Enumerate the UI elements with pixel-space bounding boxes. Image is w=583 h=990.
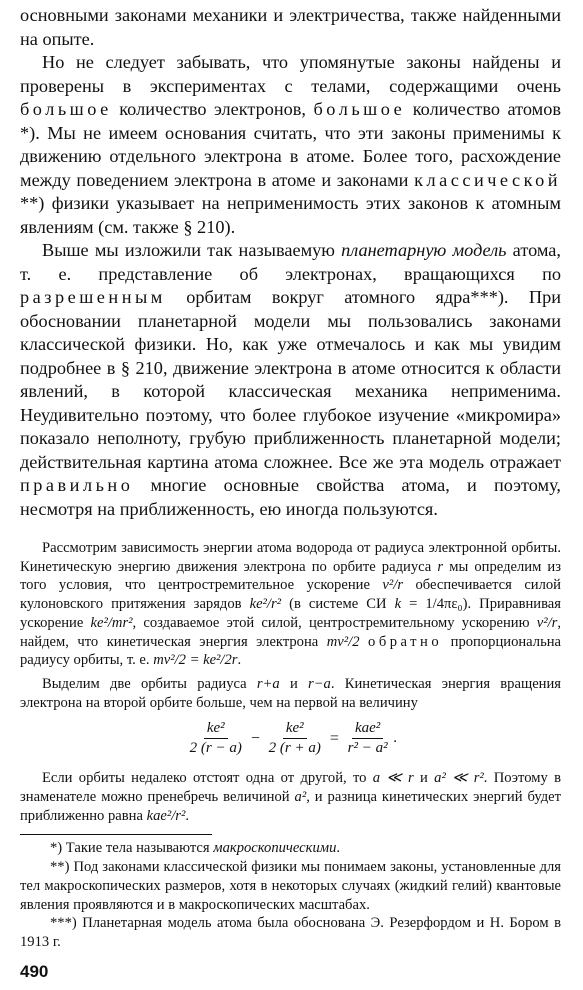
emphasis-term: планетарную модель (341, 240, 507, 260)
paragraph-planetary-model: Выше мы изложили так называемую планетарную модель атома, т. е. представление об электронах, вращающихся по разрешенным орбитам вокруг атомного ядра***). При обосновании планетарной модели мы пользовались законами классической физики. Но, как уже отмечалось и как мы увидим подробнее в § 210, движение электрона в атоме относится к области явлений, в которой классическая механика неприменима. Неудивительно поэтому, что более глубокое изучение «микромира» показало неполноту, грубую приближенность планетарной модели; действительная картина атома сложнее. Все же эта модель отражает правильно многие основные свойства атома, и поэтому, несмотря на приближенность, ею иногда пользуются. (20, 240, 561, 519)
small-paragraph-energy-radius: Рассмотрим зависимость энергии атома водорода от радиуса электронной орбиты. Кинетическую энергию движения электрона по орбите радиуса r мы определим из того условия, что центростремительное ускорение v²/r обеспечивается силой кулоновского притяжения зарядов ke²/r² (в системе СИ k = 1/4πε₀). Приравнивая ускорение ke²/mr², создаваемое этой силой, центростремительному ускорению v²/r, найдем, что кинетическая энергия электрона mv²/2 обратно пропорциональна радиусу орбиты, т. е. mv²/2 = ke²/2r. (20, 540, 562, 669)
page (20, 0, 561, 982)
small-paragraph-approximation: Если орбиты недалеко отстоят одна от другой, то a ≪ r и a² ≪ r². Поэтому в знаменателе можно пренебречь величиной a², и разница кинетических энергий будет приближенно равна kae²/r². (20, 770, 561, 824)
equals-sign: = (328, 729, 340, 747)
minus-sign: − (249, 729, 261, 747)
spaced-word: обратно (368, 633, 443, 650)
section-gap (20, 521, 561, 539)
paragraph-continuation: основными законами механики и электричества, также найденными на опыте. (20, 5, 561, 49)
footnote-3: ***) Планетарная модель атома была обоснована Э. Резерфордом и Н. Бором в 1913 г. (20, 915, 561, 950)
footnote-divider (20, 834, 212, 835)
fraction: $\frac{\text{ke²}}{2 (r - a)}$ (189, 720, 242, 757)
spaced-word: правильно (20, 475, 134, 495)
footnote-1: *) Такие тела называются макроскопическими. (50, 840, 341, 857)
spaced-word: разрешенным (20, 287, 166, 307)
page-number: 490 (20, 961, 49, 981)
spaced-word: классической (414, 169, 561, 190)
fraction: $\frac{\text{kae²}}{\text{r² − a²}}$ (347, 720, 388, 757)
footnote-2: **) Под законами классической физики мы понимаем законы, установленные для тел макроскопических размеров, хотя в некоторых случаях (жидкий гелий) квантовые явления проявляются и в макроскопических масштабах. (20, 859, 561, 913)
paragraph-laws-limits: Но не следует забывать, что упомянутые законы найдены и проверены в экспериментах с телами, содержащими очень большое количество электронов, большое количество атомов *). Мы не имеем основания считать, что эти законы применимы к движению отдельного электрона в атоме. Более того, расхождение между поведением электрона в атоме и законами классической **) физики указывает на неприменимость этих законов к атомным явлениям (см. также § 210). (20, 52, 562, 237)
formula-energy-difference: $\frac{\text{ke²}}{2 (r - a)}$ − $\frac{\text{ke²}}{2 (r + a)}$ = $\frac{\text{kae²}}{\text{r² − a²}}$ . (20, 720, 561, 757)
fraction: $\frac{\text{ke²}}{2 (r + a)}$ (268, 720, 321, 757)
small-paragraph-two-orbits: Выделим две орбиты радиуса r+a и r−a. Кинетическая энергия вращения электрона на второй орбите больше, чем на первой на величину (20, 675, 562, 711)
spaced-word: большое (313, 99, 406, 119)
spaced-word: большое (20, 99, 112, 119)
